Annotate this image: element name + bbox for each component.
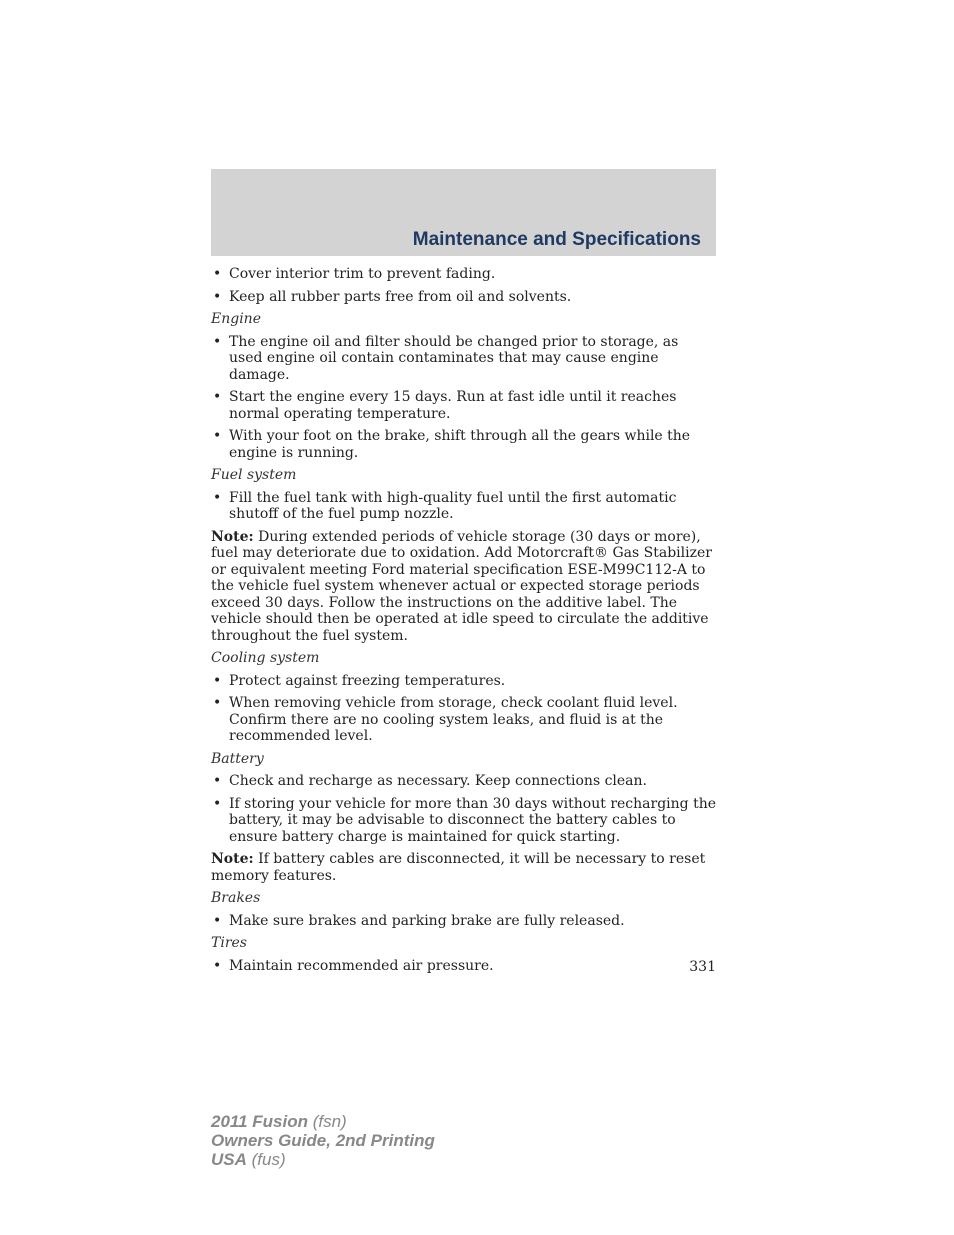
- list-item: • Make sure brakes and parking brake are fully released.: [211, 913, 716, 930]
- footer-line-model: [211, 1112, 435, 1131]
- list-item: • Maintain recommended air pressure.: [211, 958, 716, 975]
- section-header-band: [211, 169, 716, 256]
- engine-list: [211, 334, 716, 462]
- footer-line-guide: [211, 1131, 435, 1150]
- note-text: During extended periods of vehicle storage (30 days or more), fuel may deteriorate due to oxidation. Add Motorcraft® Gas Stabilizer or equivalent meeting Ford material specification ESE-M99C112-A to the vehicle fuel system whenever actual or expected storage periods exceed 30 days. Follow the instructions on the additive label. The vehicle should then be operated at idle speed to circulate the additive throughout the fuel system.: [211, 528, 712, 644]
- list-item: • Start the engine every 15 days. Run at fast idle until it reaches normal operating temperature.: [211, 389, 716, 422]
- subheading-engine: Engine: [211, 311, 261, 327]
- note-label: Note:: [211, 528, 254, 545]
- list-item: • Keep all rubber parts free from oil and solvents.: [211, 289, 716, 306]
- footer-line-market: [211, 1150, 435, 1169]
- list-item: • If storing your vehicle for more than 30 days without recharging the battery, it may be advisable to disconnect the battery cables to ensure battery charge is maintained for quick starting.: [211, 796, 716, 846]
- fuel-note: [211, 529, 716, 645]
- page-number: 331: [689, 959, 716, 975]
- subheading-battery: Battery: [211, 750, 264, 767]
- cooling-list: [211, 673, 716, 745]
- note-label: Note:: [211, 851, 254, 867]
- intro-list: [211, 266, 716, 305]
- brakes-list: [211, 913, 716, 930]
- footer-market-code: (fus): [246, 1150, 286, 1169]
- footer-market: USA: [211, 1150, 247, 1169]
- subheading-tires: Tires: [211, 935, 247, 951]
- footer-model-code: (fsn): [308, 1112, 347, 1131]
- list-item: • With your foot on the brake, shift through all the gears while the engine is running.: [211, 428, 716, 461]
- list-item: • When removing vehicle from storage, check coolant fluid level. Confirm there are no cooling system leaks, and fluid is at the recommended level.: [211, 695, 716, 745]
- battery-list: [211, 773, 716, 845]
- page-title: Maintenance and Specifications: [412, 229, 701, 250]
- subheading-fuel-system: Fuel system: [211, 467, 297, 483]
- list-item: • The engine oil and filter should be changed prior to storage, as used engine oil contain contaminates that may cause engine damage.: [211, 334, 716, 384]
- footer-edition-info: [211, 1112, 435, 1169]
- fuel-list: [211, 490, 716, 523]
- list-item: • Protect against freezing temperatures.: [211, 673, 716, 690]
- note-text: If battery cables are disconnected, it will be necessary to reset memory features.: [211, 851, 706, 884]
- footer-guide-title: Owners Guide, 2nd Printing: [211, 1131, 435, 1150]
- battery-note: [211, 851, 716, 884]
- subheading-brakes: Brakes: [211, 890, 261, 906]
- list-item: • Fill the fuel tank with high-quality fuel until the first automatic shutoff of the fuel pump nozzle.: [211, 490, 716, 523]
- list-item: • Check and recharge as necessary. Keep connections clean.: [211, 773, 716, 790]
- footer-model: 2011 Fusion: [211, 1112, 308, 1131]
- subheading-cooling-system: Cooling system: [211, 650, 320, 666]
- main-content: [211, 266, 716, 980]
- list-item: • Cover interior trim to prevent fading.: [211, 266, 716, 283]
